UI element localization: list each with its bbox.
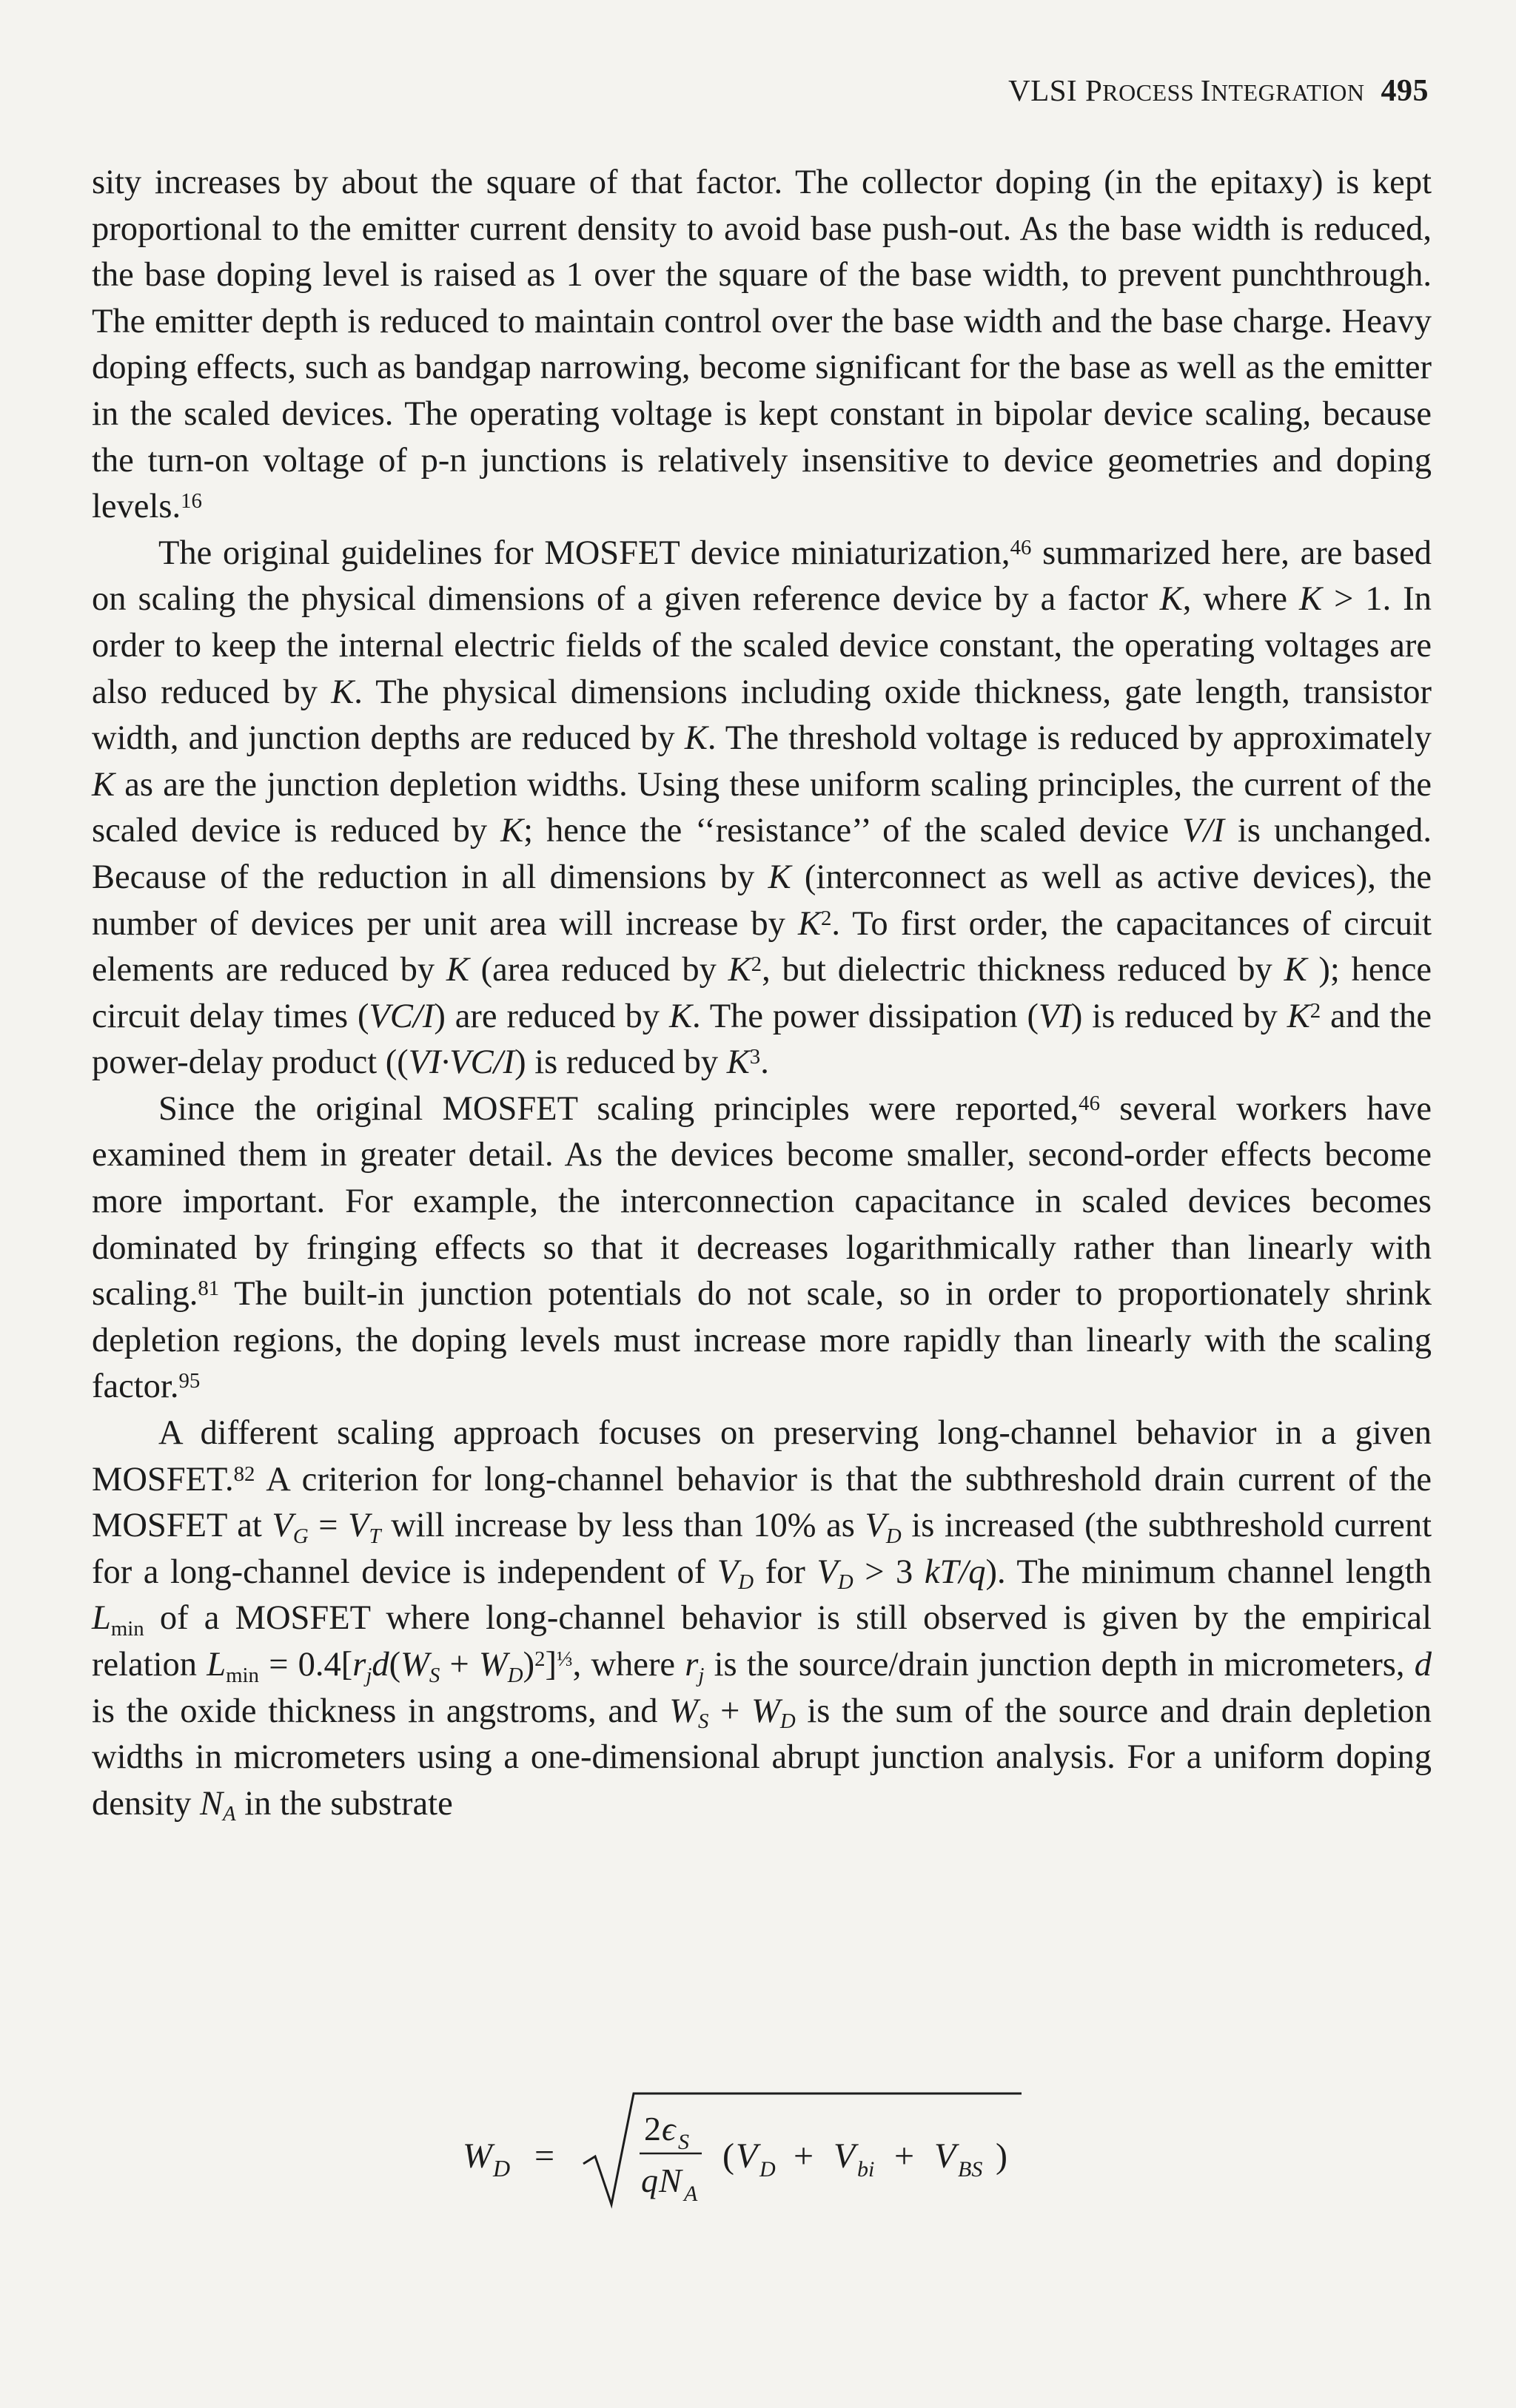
eq-equals: = xyxy=(534,2136,555,2176)
eq-den-n: N xyxy=(659,2162,682,2199)
eq-close-paren: ) xyxy=(996,2136,1007,2176)
eq-num-eps: ϵ xyxy=(662,2110,676,2148)
eq-v2-sub: bi xyxy=(857,2157,875,2182)
eq-lhs-w: W xyxy=(463,2136,492,2176)
eq-v3-sub: BS xyxy=(958,2157,983,2182)
eq-v2: V xyxy=(834,2136,856,2176)
eq-num-sub: S xyxy=(678,2130,689,2154)
eq-den-q: q xyxy=(641,2162,658,2199)
page-number: 495 xyxy=(1381,74,1429,108)
paragraph-long-channel: A different scaling approach focuses on preserving long-channel behavior in a given MOSFET.$^{82}$ A criterion for long-channel behavior is that the subthreshold drain current of the MOSFET at $V_G = V_T$ will increase by less than 10% as $V_D$ is increased (the subthreshold current for a long-channel device is independent of $V_D$ for $V_D > 3$ kT/q). The minimum channel length $L_{min}$ of a MOSFET where long-channel behavior is still observed is given by the empirical relation $L_{min} = 0.4[r_jd(W_S + W_D)^2]^{\frac{1}{3}}$, where $r_j$ is the source/drain junction depth in micrometers, d is the oxide thickness in angstroms, and $W_S + W_D$ is the sum of the source and drain depletion widths in micrometers using a one-dimensional abrupt junction analysis. For a uniform doping density $N_A$ in the substrate xyxy=(92,1414,1432,1826)
eq-lhs-sub: D xyxy=(493,2155,511,2182)
eq-den-sub: A xyxy=(684,2182,698,2206)
eq-v1: V xyxy=(736,2136,758,2176)
eq-v3: V xyxy=(934,2136,956,2176)
citation-16: 16 xyxy=(181,489,202,514)
paragraph-second-order-effects: Since the original MOSFET scaling principles were reported,$^{46}$ several workers have examined them in greater detail. As the devices become smaller, second-order effects become more important. For example, the interconnection capacitance in scaled devices becomes dominated by fringing effects so that it decreases logarithmically rather than linearly with scaling.$^{81}$ The built-in junction potentials do not scale, so in order to proportionately shrink depletion regions, the doping levels must increase more rapidly than linearly with the scaling factor.$^{95}$ xyxy=(92,1089,1432,1406)
body-text xyxy=(92,160,1432,1827)
paragraph-bipolar-scaling: sity increases by about the square of that factor. The collector doping (in the epitaxy) is kept proportional to the emitter current density to avoid base push-out. As the base width is reduced, the base doping level is raised as 1 over the square of the base width, to prevent punchthrough. The emitter depth is reduced to maintain control over the base width and the base charge. Heavy doping effects, such as bandgap narrowing, become significant for the base as well as the emitter in the scaled devices. The operating voltage is kept constant in bipolar device scaling, because the turn-on voltage of p-n junctions is relatively insensitive to device geometries and doping levels.$^{16}$ xyxy=(92,164,1432,526)
citation-82: 82 xyxy=(233,1462,255,1486)
eq-open-paren: ( xyxy=(722,2136,734,2176)
eq-v1-sub: D xyxy=(759,2157,776,2182)
citation-46b: 46 xyxy=(1079,1091,1100,1115)
running-title: VLSI PROCESS INTEGRATION xyxy=(1008,73,1365,107)
citation-95: 95 xyxy=(178,1369,201,1393)
depletion-width-equation xyxy=(0,2082,1516,2230)
eq-num-2: 2 xyxy=(644,2110,661,2148)
eq-plus-2: + xyxy=(894,2136,915,2176)
citation-46: 46 xyxy=(1010,535,1032,559)
eq-plus-1: + xyxy=(794,2136,814,2176)
citation-81: 81 xyxy=(198,1277,220,1301)
running-header xyxy=(1008,73,1429,109)
paragraph-mosfet-guidelines: The original guidelines for MOSFET device miniaturization,$^{46}$ summarized here, are based on scaling the physical dimensions of a given reference device by a factor K, where K > 1. In order to keep the internal electric fields of the scaled device constant, the operating voltages are also reduced by K. The physical dimensions including oxide thickness, gate length, transistor width, and junction depths are reduced by K. The threshold voltage is reduced by approximately K as are the junction depletion widths. Using these uniform scaling principles, the current of the scaled device is reduced by K; hence the ‘‘resistance’’ of the scaled device V/I is unchanged. Because of the reduction in all dimensions by K (interconnect as well as active devices), the number of devices per unit area will increase by $K^2$. To first order, the capacitances of circuit elements are reduced by K (area reduced by $K^2$, but dielectric thickness reduced by K ); hence circuit delay times (VC/I) are reduced by K. The power dissipation (VI) is reduced by $K^2$ and the power-delay product ((VI·VC/I) is reduced by $K^3$. xyxy=(92,534,1432,1082)
equation-svg xyxy=(444,2082,1036,2230)
